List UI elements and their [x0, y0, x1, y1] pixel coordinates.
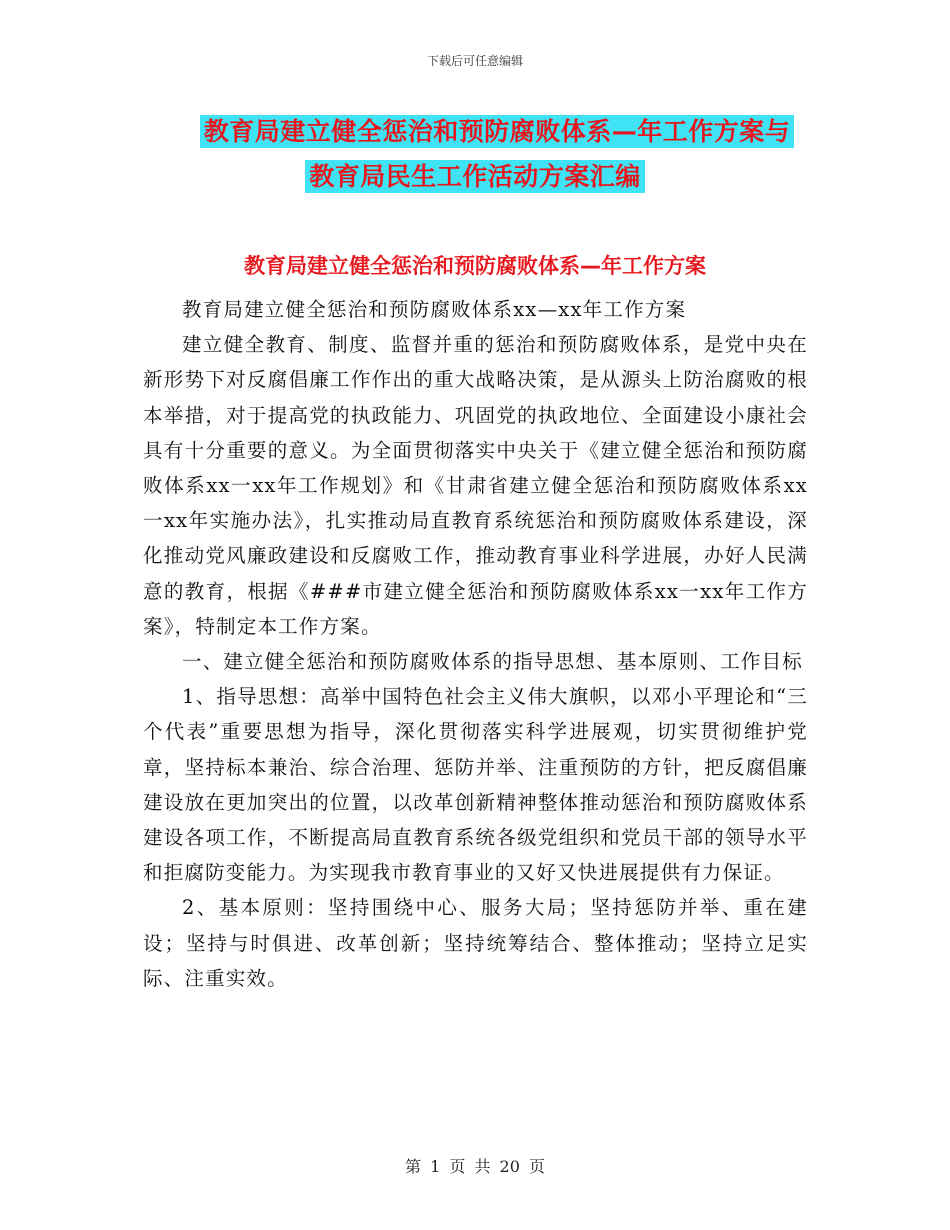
main-title-line-2-text: 教育局民生工作活动方案汇编: [305, 160, 645, 193]
page-number-footer: 第 1 页 共 20 页: [405, 1157, 545, 1176]
main-title-line-2: [0, 157, 950, 193]
main-title-line-1-text: 教育局建立健全惩治和预防腐败体系—年工作方案与: [200, 115, 795, 148]
paragraph-basic-principles: 2、基本原则：坚持围绕中心、服务大局；坚持惩防并举、重在建设；坚持与时俱进、改革创新；坚持统筹结合、整体推动；坚持立足实际、注重实效。: [143, 896, 808, 990]
paragraph-heading-1: 一、建立健全惩治和预防腐败体系的指导思想、基本原则、工作目标: [182, 650, 804, 674]
main-title-line-1: [0, 112, 950, 148]
section-title: 教育局建立健全惩治和预防腐败体系—年工作方案: [244, 254, 706, 278]
paragraph-intro: 建立健全教育、制度、监督并重的惩治和预防腐败体系，是党中央在新形势下对反腐倡廉工作作出的重大战略决策，是从源头上防治腐败的根本举措，对于提高党的执政能力、巩固党的执政地位、全面建设小康社会具有十分重要的意义。为全面贯彻落实中央关于《建立健全惩治和预防腐败体系xx一xx年工作规划》和《甘肃省建立健全惩治和预防腐败体系xx一xx年实施办法》，扎实推动局直教育系统惩治和预防腐败体系建设，深化推动党风廉政建设和反腐败工作，推动教育事业科学进展，办好人民满意的教育，根据《###市建立健全惩治和预防腐败体系xx一xx年工作方案》，特制定本工作方案。: [143, 333, 808, 638]
paragraph-subtitle: 教育局建立健全惩治和预防腐败体系xx—xx年工作方案: [182, 298, 687, 321]
document-body: [143, 292, 808, 996]
paragraph-guiding-thought: 1、指导思想：高举中国特色社会主义伟大旗帜，以邓小平理论和“三个代表”重要思想为指导，深化贯彻落实科学进展观，切实贯彻维护党章，坚持标本兼治、综合治理、惩防并举、注重预防的方针，把反腐倡廉建设放在更加突出的位置，以改革创新精神整体推动惩治和预防腐败体系建设各项工作，不断提高局直教育系统各级党组织和党员干部的领导水平和拒腐防变能力。为实现我市教育事业的又好又快进展提供有力保证。: [143, 685, 808, 885]
header-note: 下载后可任意编辑: [426, 54, 523, 68]
